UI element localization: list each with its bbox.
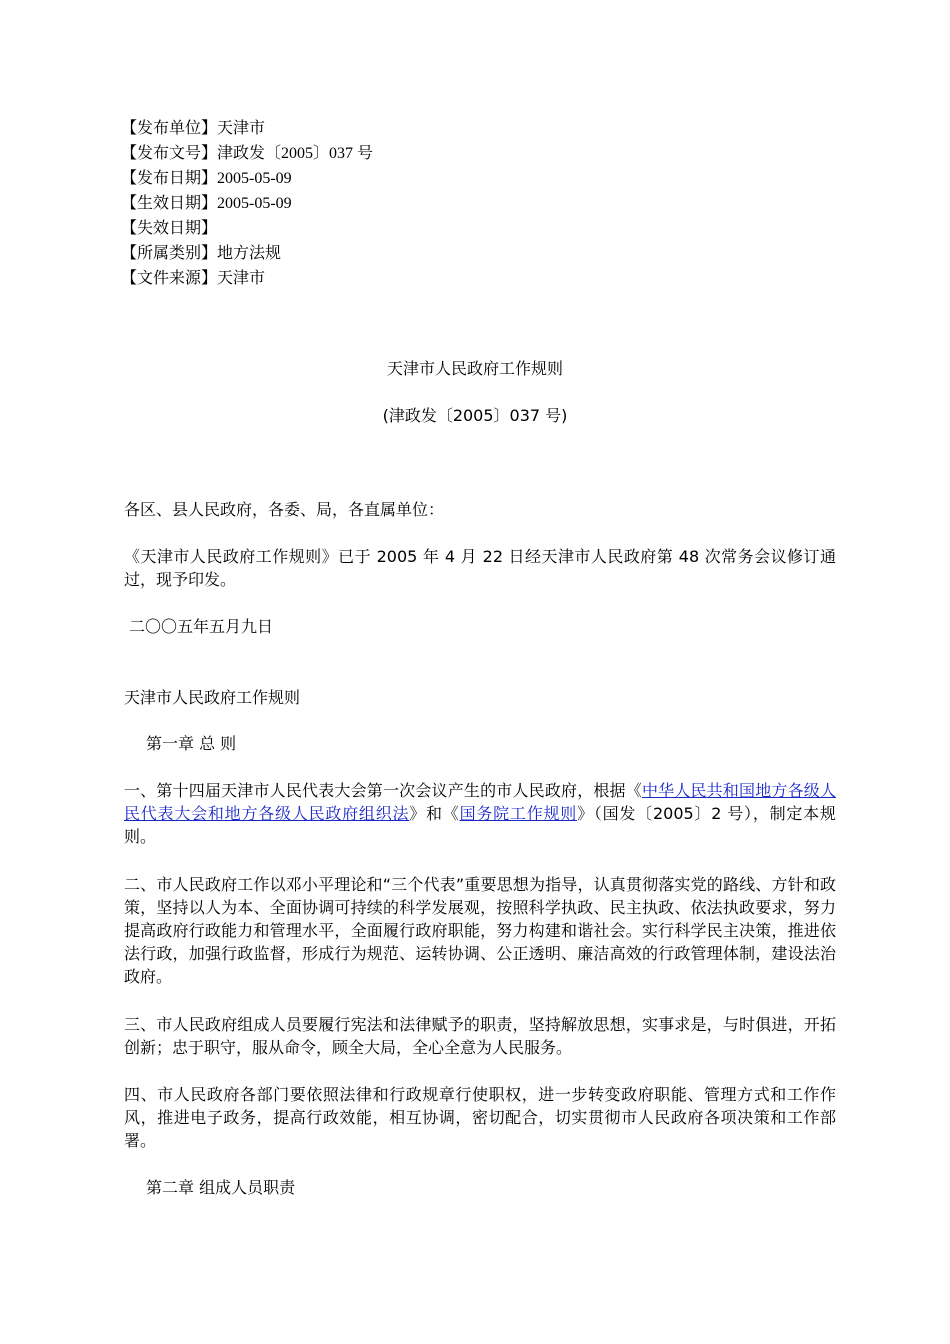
chapter-2-heading: 第二章 组成人员职责 [146,1178,296,1197]
rules-title: 天津市人民政府工作规则 [124,688,301,707]
document-title: 天津市人民政府工作规则 [386,359,563,378]
meta-row-issuer [121,115,721,140]
state-council-rules-link[interactable]: 国务院工作规则 [459,804,578,823]
meta-value: 地方法规 [217,245,282,262]
article-1 [124,779,836,848]
meta-row-source [121,265,721,290]
meta-value: 天津市 [217,120,266,137]
meta-row-category [121,240,721,265]
salutation: 各区、县人民政府，各委、局，各直属单位： [124,500,445,519]
article-1-suffix: 》（国发〔2005〕2 号），制定本规则。 [124,804,836,846]
article-2: 二、市人民政府工作以邓小平理论和“三个代表”重要思想为指导，认真贯彻落实党的路线、方针和政策，坚持以人为本、全面协调可持续的科学发展观，按照科学执政、民主执政、依法执政要求，努力提高政府行政能力和管理水平，全面履行政府职能，努力构建和谐社会。实行科学民主决策，推进依法行政，加强行政监督，形成行为规范、运转协调、公正透明、廉洁高效的行政管理体制，建设法治政府。 [124,875,836,986]
meta-row-issue-date [121,165,721,190]
organic-law-link[interactable]: 中华人民共和国地方各级人民代表大会和地方各级人民政府组织法 [124,781,836,823]
article-1-middle: 》和《 [409,804,460,823]
article-4: 四、市人民政府各部门要依照法律和行政规章行使职权，进一步转变政府职能、管理方式和工作作风，推进电子政务，提高行政效能，相互协调，密切配合，切实贯彻市人民政府各项决策和工作部署。 [124,1085,836,1150]
meta-row-doc-number [121,140,721,165]
meta-label: 【发布日期】 [121,168,218,187]
meta-value: 津政发〔2005〕037 号 [217,145,374,162]
metadata-block [121,115,721,290]
meta-value: 天津市 [217,270,266,287]
meta-row-expiry-date [121,215,721,240]
meta-value: 2005-05-09 [217,195,292,212]
chapter-1-heading: 第一章 总 则 [146,734,237,753]
meta-label: 【所属类别】 [121,243,218,262]
article-1-prefix: 一、第十四届天津市人民代表大会第一次会议产生的市人民政府，根据《 [124,781,642,800]
notice-paragraph: 《天津市人民政府工作规则》已于 2005 年 4 月 22 日经天津市人民政府第 48 次常务会议修订通过，现予印发。 [124,547,836,589]
meta-label: 【文件来源】 [121,268,218,287]
meta-label: 【发布文号】 [121,143,218,162]
meta-label: 【失效日期】 [121,218,218,237]
meta-label: 【发布单位】 [121,118,218,137]
meta-row-effective-date [121,190,721,215]
meta-value: 2005-05-09 [217,170,292,187]
issue-date-text: 二〇〇五年五月九日 [129,617,274,636]
meta-label: 【生效日期】 [121,193,218,212]
article-3: 三、市人民政府组成人员要履行宪法和法律赋予的职责，坚持解放思想，实事求是，与时俱进，开拓创新；忠于职守，服从命令，顾全大局，全心全意为人民服务。 [124,1015,836,1057]
document-number: (津政发〔2005〕037 号) [382,406,568,425]
